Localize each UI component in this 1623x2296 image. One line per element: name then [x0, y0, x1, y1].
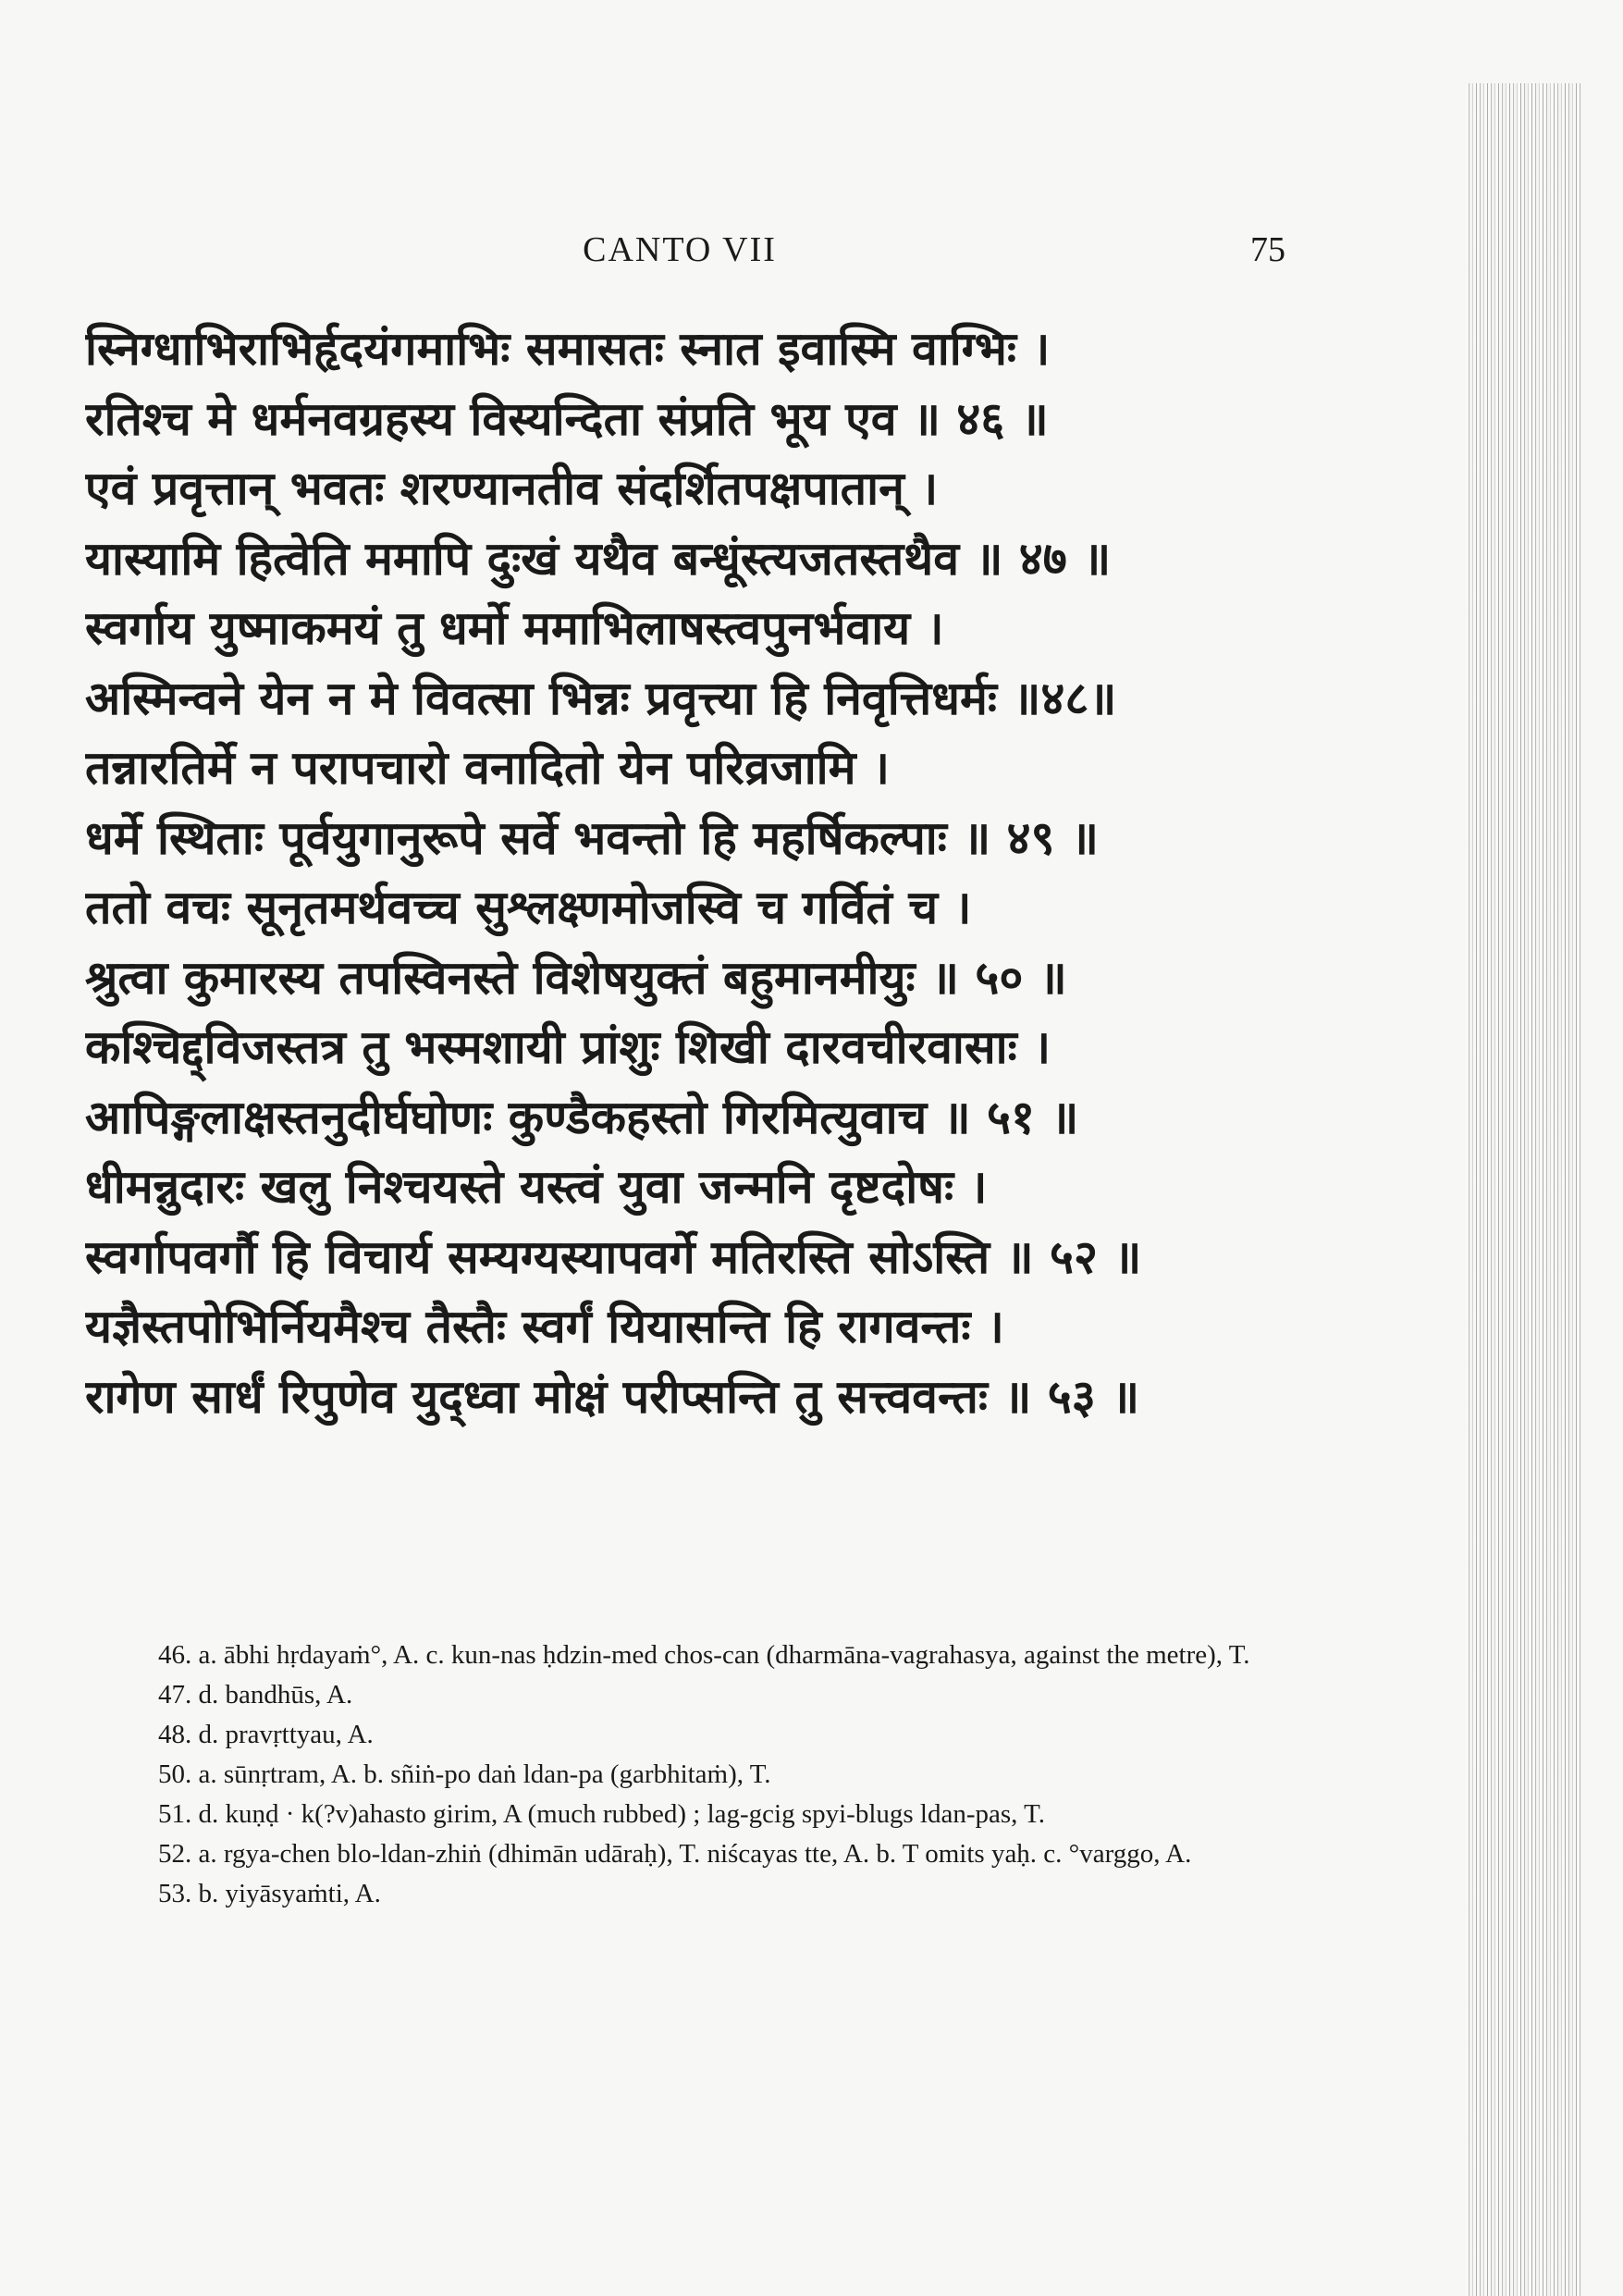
verse-line: एवं प्रवृत्तान् भवतः शरण्यानतीव संदर्शितपक्षपातान् ।: [85, 462, 939, 515]
book-fore-edge: [1466, 83, 1581, 2296]
verse-line: यज्ञैस्तपोभिर्नियमैश्च तैस्तैः स्वर्गं यियासन्ति हि रागवन्तः ।: [85, 1300, 1004, 1353]
note-48: 48. d. pravṛttyau, A.: [158, 1720, 374, 1749]
verse-line: यास्यामि हित्वेति ममापि दुःखं यथैव बन्धूंस्त्यजतस्तथैव ॥ ४७ ॥: [85, 531, 1112, 586]
note-46: 46. a. ābhi hṛdayaṁ°, A. c. kun-nas ḥdzin-med chos-can (dharmāna-vagrahasya, against the metre), T.: [158, 1640, 1250, 1670]
note-52: 52. a. rgya-chen blo-ldan-zhiṅ (dhimān udāraḥ), T. niścayas tte, A. b. T omits yaḥ. c. °varggo, A.: [158, 1839, 1192, 1869]
verse-line: धीमन्नुदारः खलु निश्चयस्ते यस्त्वं युवा जन्मनि दृष्टदोषः ।: [85, 1160, 988, 1214]
verse-line: रतिश्च मे धर्मनवग्रहस्य विस्यन्दिता संप्रति भूय एव ॥ ४६ ॥: [85, 391, 1049, 446]
verse-block: [85, 315, 1287, 1432]
verse-line: अस्मिन्वने येन न मे विवत्सा भिन्नः प्रवृत्त्या हि निवृत्तिधर्मः ॥४८॥: [85, 671, 1117, 725]
note-47: 47. d. bandhūs, A.: [158, 1680, 353, 1710]
running-title: CANTO VII: [583, 230, 777, 269]
verse-line: श्रुत्वा कुमारस्य तपस्विनस्ते विशेषयुक्तं बहुमानमीयुः ॥ ५० ॥: [85, 950, 1067, 1005]
verse-line: आपिङ्गलाक्षस्तनुदीर्घघोणः कुण्डैकहस्तो गिरमित्युवाच ॥ ५१ ॥: [85, 1090, 1079, 1144]
note-50: 50. a. sūnṛtram, A. b. sñiṅ-po daṅ ldan-pa (garbhitaṁ), T.: [158, 1759, 771, 1789]
verse-line: ततो वचः सूनृतमर्थवच्च सुश्लक्ष्णमोजस्वि च गर्वितं च ।: [85, 881, 972, 934]
verse-line: रागेण सार्धं रिपुणेव युद्ध्वा मोक्षं परीप्सन्ति तु सत्त्ववन्तः ॥ ५३ ॥: [85, 1369, 1140, 1424]
verse-line: तन्नारतिर्मे न परापचारो वनादितो येन परिव्रजामि ।: [85, 741, 890, 795]
verse-line: स्वर्गाय युष्माकमयं तु धर्मो ममाभिलाषस्त्वपुनर्भवाय ।: [85, 601, 944, 655]
page-header: [74, 229, 1285, 285]
verse-line: स्निग्धाभिराभिर्हृदयंगमाभिः समासतः स्नात इवास्मि वाग्भिः ।: [85, 322, 1051, 376]
note-51: 51. d. kuṇḍ · k(?v)ahasto girim, A (much rubbed) ; lag-gcig spyi-blugs ldan-pas, T.: [158, 1799, 1045, 1829]
note-53: 53. b. yiyāsyaṁti, A.: [158, 1879, 381, 1908]
textual-notes: [89, 1636, 1277, 1914]
verse-line: धर्मे स्थिताः पूर्वयुगानुरूपे सर्वे भवन्तो हि महर्षिकल्पाः ॥ ४९ ॥: [85, 810, 1099, 865]
verse-line: स्वर्गापवर्गौ हि विचार्य सम्यग्यस्यापवर्गे मतिरस्ति सोऽस्ति ॥ ५२ ॥: [85, 1229, 1142, 1284]
verse-line: कश्चिद्द्विजस्तत्र तु भस्मशायी प्रांशुः शिखी दारवचीरवासाः ।: [85, 1020, 1051, 1074]
page-number: 75: [1250, 230, 1285, 269]
